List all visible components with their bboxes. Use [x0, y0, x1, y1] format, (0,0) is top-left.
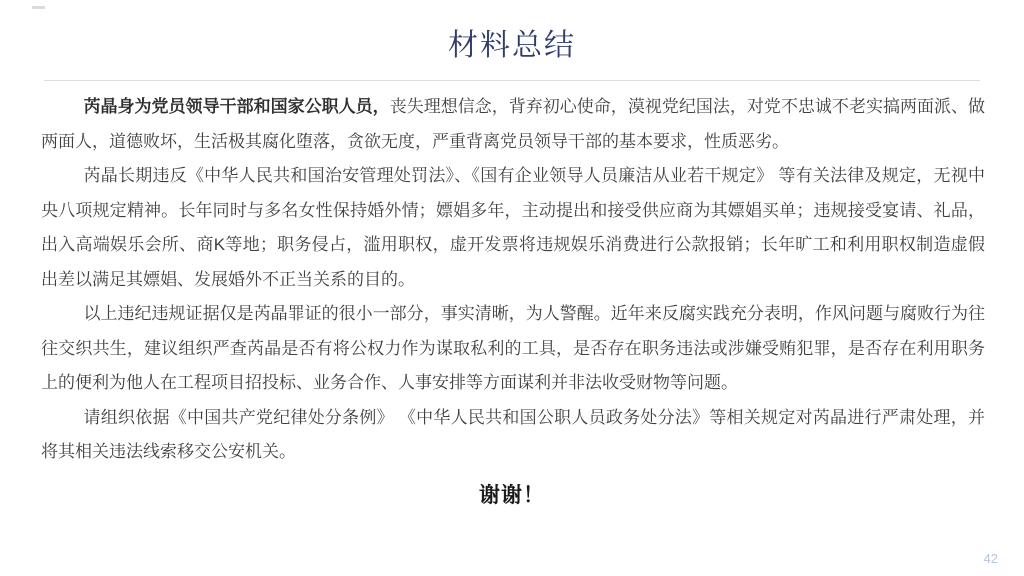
paragraph-request-text: 请组织依据《中国共产党纪律处分条例》 《中华人民共和国公职人员政务处分法》等相关规定对芮晶进行严肃处理，并将其相关违法线索移交公安机关。	[41, 407, 985, 461]
closing-thanks: 谢谢！	[479, 483, 545, 507]
slide-title: 材料总结	[448, 29, 576, 62]
page-number: 42	[983, 551, 998, 566]
paragraph-recommendation-text: 以上违纪违规证据仅是芮晶罪证的很小一部分，事实清晰，为人警醒。近年来反腐实践充分表明，作风问题与腐败行为往往交织共生，建议组织严查芮晶是否有将公权力作为谋取私利的工具，是否存在职务违法或涉嫌受贿犯罪，是否存在利用职务上的便利为他人在工程项目招投标、业务合作、人事安排等方面谋利并非法收受财物等问题。	[41, 304, 985, 392]
paragraph-request	[41, 401, 985, 470]
paragraph-violations	[41, 159, 985, 297]
paragraph-recommendation	[41, 297, 985, 401]
paragraph-summary	[41, 90, 985, 159]
paragraph-summary-text: 丧失理想信念，背弃初心使命，漠视党纪国法，对党不忠诚不老实搞两面派、做两面人，道德败坏，生活极其腐化堕落，贪欲无度，严重背离党员领导干部的基本要求，性质恶劣。	[41, 97, 986, 151]
decorative-dash	[32, 6, 45, 9]
paragraph-violations-text: 芮晶长期违反《中华人民共和国治安管理处罚法》、《国有企业领导人员廉洁从业若干规定》 等有关法律及规定，无视中央八项规定精神。长年同时与多名女性保持婚外情；嫖娼多年，主动提出和接受供应商为其嫖娼买单；违规接受宴请、礼品，出入高端娱乐会所、商K等地；职务侵占，滥用职权，虚开发票将违规娱乐消费进行公款报销；长年旷工和利用职权制造虚假出差以满足其嫖娼、发展婚外不正当关系的目的。	[41, 166, 985, 289]
slide-body	[0, 81, 1024, 470]
paragraph-summary-lead: 芮晶身为党员领导干部和国家公职人员，	[83, 97, 390, 116]
